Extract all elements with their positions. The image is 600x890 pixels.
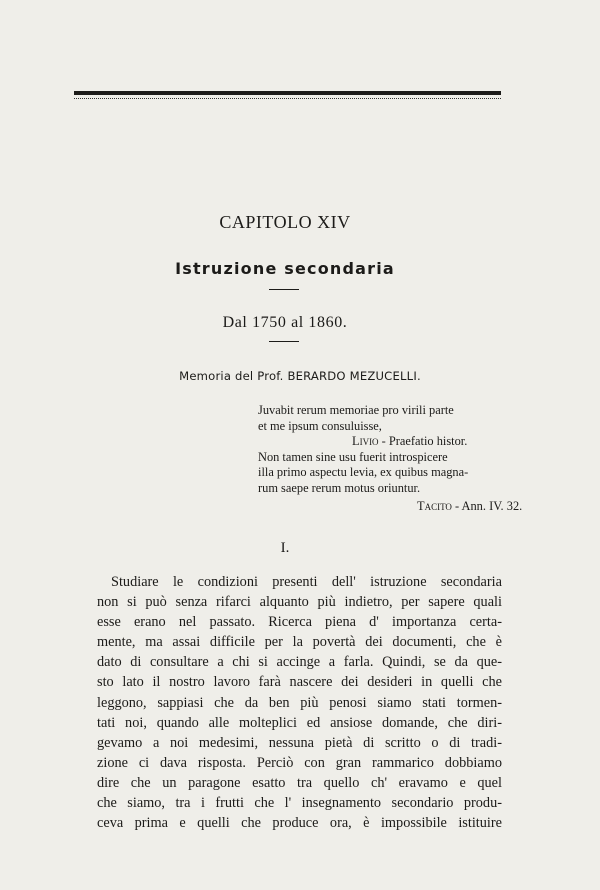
epigraph-source bbox=[258, 498, 523, 515]
body-line: mente, ma assai difficile per la povertà dei documenti, che è bbox=[97, 634, 502, 651]
chapter-heading: CAPITOLO XIV bbox=[219, 212, 351, 232]
epigraph-line: et me ipsum consuluisse, bbox=[258, 418, 382, 433]
header-rule-thin bbox=[74, 98, 501, 99]
body-line: esse erano nel passato. Ricerca piena d' importanza certa- bbox=[97, 614, 502, 631]
date-range-subtitle: Dal 1750 al 1860. bbox=[222, 314, 348, 331]
epigraph bbox=[258, 403, 523, 514]
body-line: che siamo, tra i frutti che l' insegnamento secondario produ- bbox=[97, 795, 502, 812]
body-line: gevamo a noi medesimi, nessuna pietà di scritto o di tradi- bbox=[97, 734, 502, 751]
epigraph-line: Non tamen sine usu fuerit introspicere bbox=[258, 449, 448, 464]
body-line: sto lato il nostro lavoro farà nascere dei desideri in quelli che bbox=[97, 674, 502, 691]
body-line: ceva prima e quelli che produce ora, è impossibile istituire bbox=[97, 815, 502, 832]
header-rule-thick bbox=[74, 91, 501, 95]
epigraph-line: Juvabit rerum memoriae pro virili parte bbox=[258, 403, 454, 417]
body-line: non si può senza rifarci alquanto più indietro, per sapere quali bbox=[97, 594, 502, 611]
chapter-title: Istruzione secondaria bbox=[175, 259, 395, 278]
epigraph-source-author: Tacito bbox=[417, 498, 452, 513]
epigraph-source-work: - Ann. IV. 32. bbox=[451, 498, 523, 513]
epigraph-source-work: - Praefatio histor. bbox=[378, 434, 468, 449]
header-rule bbox=[74, 91, 501, 99]
body-line: tati noi, quando alle molteplici ed ansiose domande, che diri- bbox=[97, 714, 502, 731]
subtitle-divider bbox=[269, 341, 299, 342]
body-line: zione ci dava risposta. Perciò con gran rammarico dobbiamo bbox=[97, 754, 502, 771]
section-number: I. bbox=[280, 540, 290, 556]
epigraph-line: rum saepe rerum motus oriuntur. bbox=[258, 480, 421, 495]
body-line: dire che un paragone esatto tra quello ch' eravamo e quel bbox=[97, 774, 502, 791]
epigraph-source bbox=[258, 434, 518, 450]
body-line: leggono, sappiasi che da ben più penosi siamo stati tormen- bbox=[97, 694, 502, 711]
author-line: Memoria del Prof. BERARDO MEZUCELLI. bbox=[179, 369, 421, 383]
epigraph-line: illa primo aspectu levia, ex quibus magna- bbox=[258, 465, 469, 480]
body-paragraph bbox=[97, 572, 502, 833]
title-divider bbox=[269, 289, 299, 290]
epigraph-source-author: Livio bbox=[352, 434, 379, 449]
body-line: dato di consultare a chi si accinge a farla. Quindi, se da que- bbox=[97, 654, 502, 671]
body-line: Studiare le condizioni presenti dell' istruzione secondaria bbox=[111, 574, 502, 590]
